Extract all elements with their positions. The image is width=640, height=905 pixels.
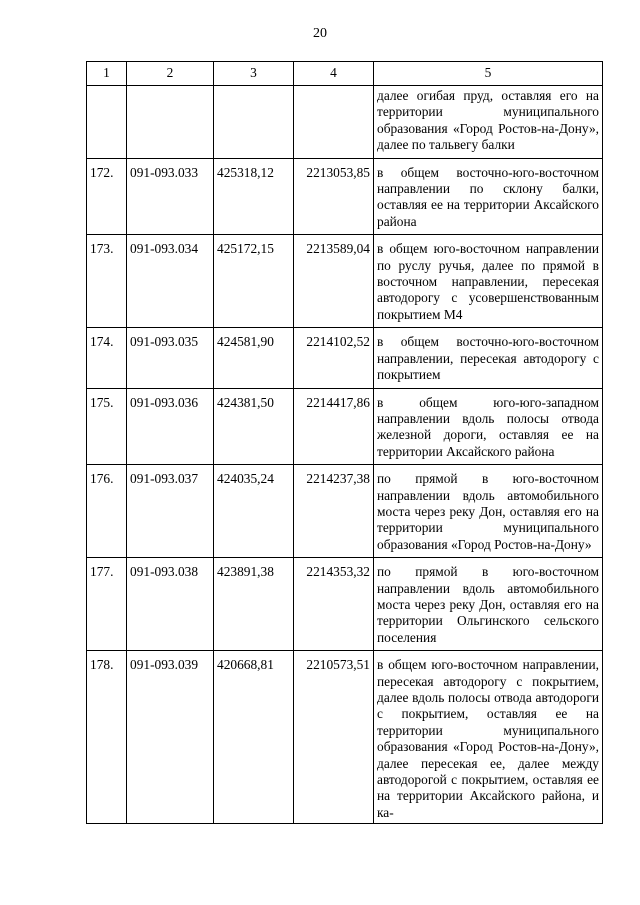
coordinate-y: 2214237,38 [294, 465, 374, 558]
table-row [87, 388, 603, 465]
point-number [87, 86, 127, 159]
boundary-description: в общем восточно-юго-восточном направлении по склону балки, оставляя ее на территории Аксайского района [374, 158, 603, 235]
coordinate-x: 424581,90 [214, 328, 294, 388]
coordinate-y: 2214353,32 [294, 558, 374, 651]
boundary-description: далее огибая пруд, оставляя его на территории муниципального образования «Город Ростов-на-Дону», далее по тальвегу балки [374, 86, 603, 159]
coordinate-y: 2213053,85 [294, 158, 374, 235]
page-number: 20 [313, 26, 327, 41]
table-header-row [87, 62, 603, 86]
boundary-description: в общем восточно-юго-восточном направлении, пересекая автодорогу с покрытием [374, 328, 603, 388]
boundary-description: в общем юго-восточном направлении по руслу ручья, далее по прямой в восточном направлении, пересекая автодорогу с усовершенствованным покрытием М4 [374, 235, 603, 328]
boundary-description: в общем юго-восточном направлении, пересекая автодорогу с покрытием, далее вдоль полосы отвода автодороги с покрытием, оставляя ее на территории муниципального образования «Город Ростов-на-Дону», далее пересекая ее, далее между автодорогой с покрытием, оставляя ее на территории Аксайского района, и ка- [374, 651, 603, 824]
coordinate-x: 424381,50 [214, 388, 294, 465]
point-code: 091-093.039 [127, 651, 214, 824]
table-row-continuation [87, 86, 603, 159]
table-row [87, 558, 603, 651]
point-number: 177. [87, 558, 127, 651]
boundary-description: в общем юго-юго-западном направлении вдоль полосы отвода железной дороги, оставляя ее на территории Аксайского района [374, 388, 603, 465]
point-code: 091-093.034 [127, 235, 214, 328]
boundary-points-table [86, 61, 603, 824]
coordinate-x: 424035,24 [214, 465, 294, 558]
coordinate-x: 420668,81 [214, 651, 294, 824]
boundary-description: по прямой в юго-восточном направлении вдоль автомобильного моста через реку Дон, оставляя его на территории Ольгинского сельского поселения [374, 558, 603, 651]
point-code: 091-093.035 [127, 328, 214, 388]
coordinate-y [294, 86, 374, 159]
coordinate-y: 2214417,86 [294, 388, 374, 465]
point-code: 091-093.038 [127, 558, 214, 651]
coordinate-x [214, 86, 294, 159]
point-number: 173. [87, 235, 127, 328]
coordinate-y: 2213589,04 [294, 235, 374, 328]
column-header-3: 3 [214, 62, 294, 86]
coordinate-x: 423891,38 [214, 558, 294, 651]
coordinate-y: 2210573,51 [294, 651, 374, 824]
point-number: 175. [87, 388, 127, 465]
point-number: 178. [87, 651, 127, 824]
boundary-description: по прямой в юго-восточном направлении вдоль автомобильного моста через реку Дон, оставляя его на территории муниципального образования «Город Ростов-на-Дону» [374, 465, 603, 558]
column-header-4: 4 [294, 62, 374, 86]
point-code [127, 86, 214, 159]
table-row [87, 465, 603, 558]
column-header-5: 5 [374, 62, 603, 86]
coordinate-x: 425318,12 [214, 158, 294, 235]
table-row [87, 235, 603, 328]
coordinate-y: 2214102,52 [294, 328, 374, 388]
column-header-2: 2 [127, 62, 214, 86]
point-number: 176. [87, 465, 127, 558]
point-code: 091-093.033 [127, 158, 214, 235]
point-code: 091-093.036 [127, 388, 214, 465]
table-row [87, 158, 603, 235]
table-row [87, 328, 603, 388]
point-code: 091-093.037 [127, 465, 214, 558]
point-number: 174. [87, 328, 127, 388]
column-header-1: 1 [87, 62, 127, 86]
table-row [87, 651, 603, 824]
coordinate-x: 425172,15 [214, 235, 294, 328]
point-number: 172. [87, 158, 127, 235]
